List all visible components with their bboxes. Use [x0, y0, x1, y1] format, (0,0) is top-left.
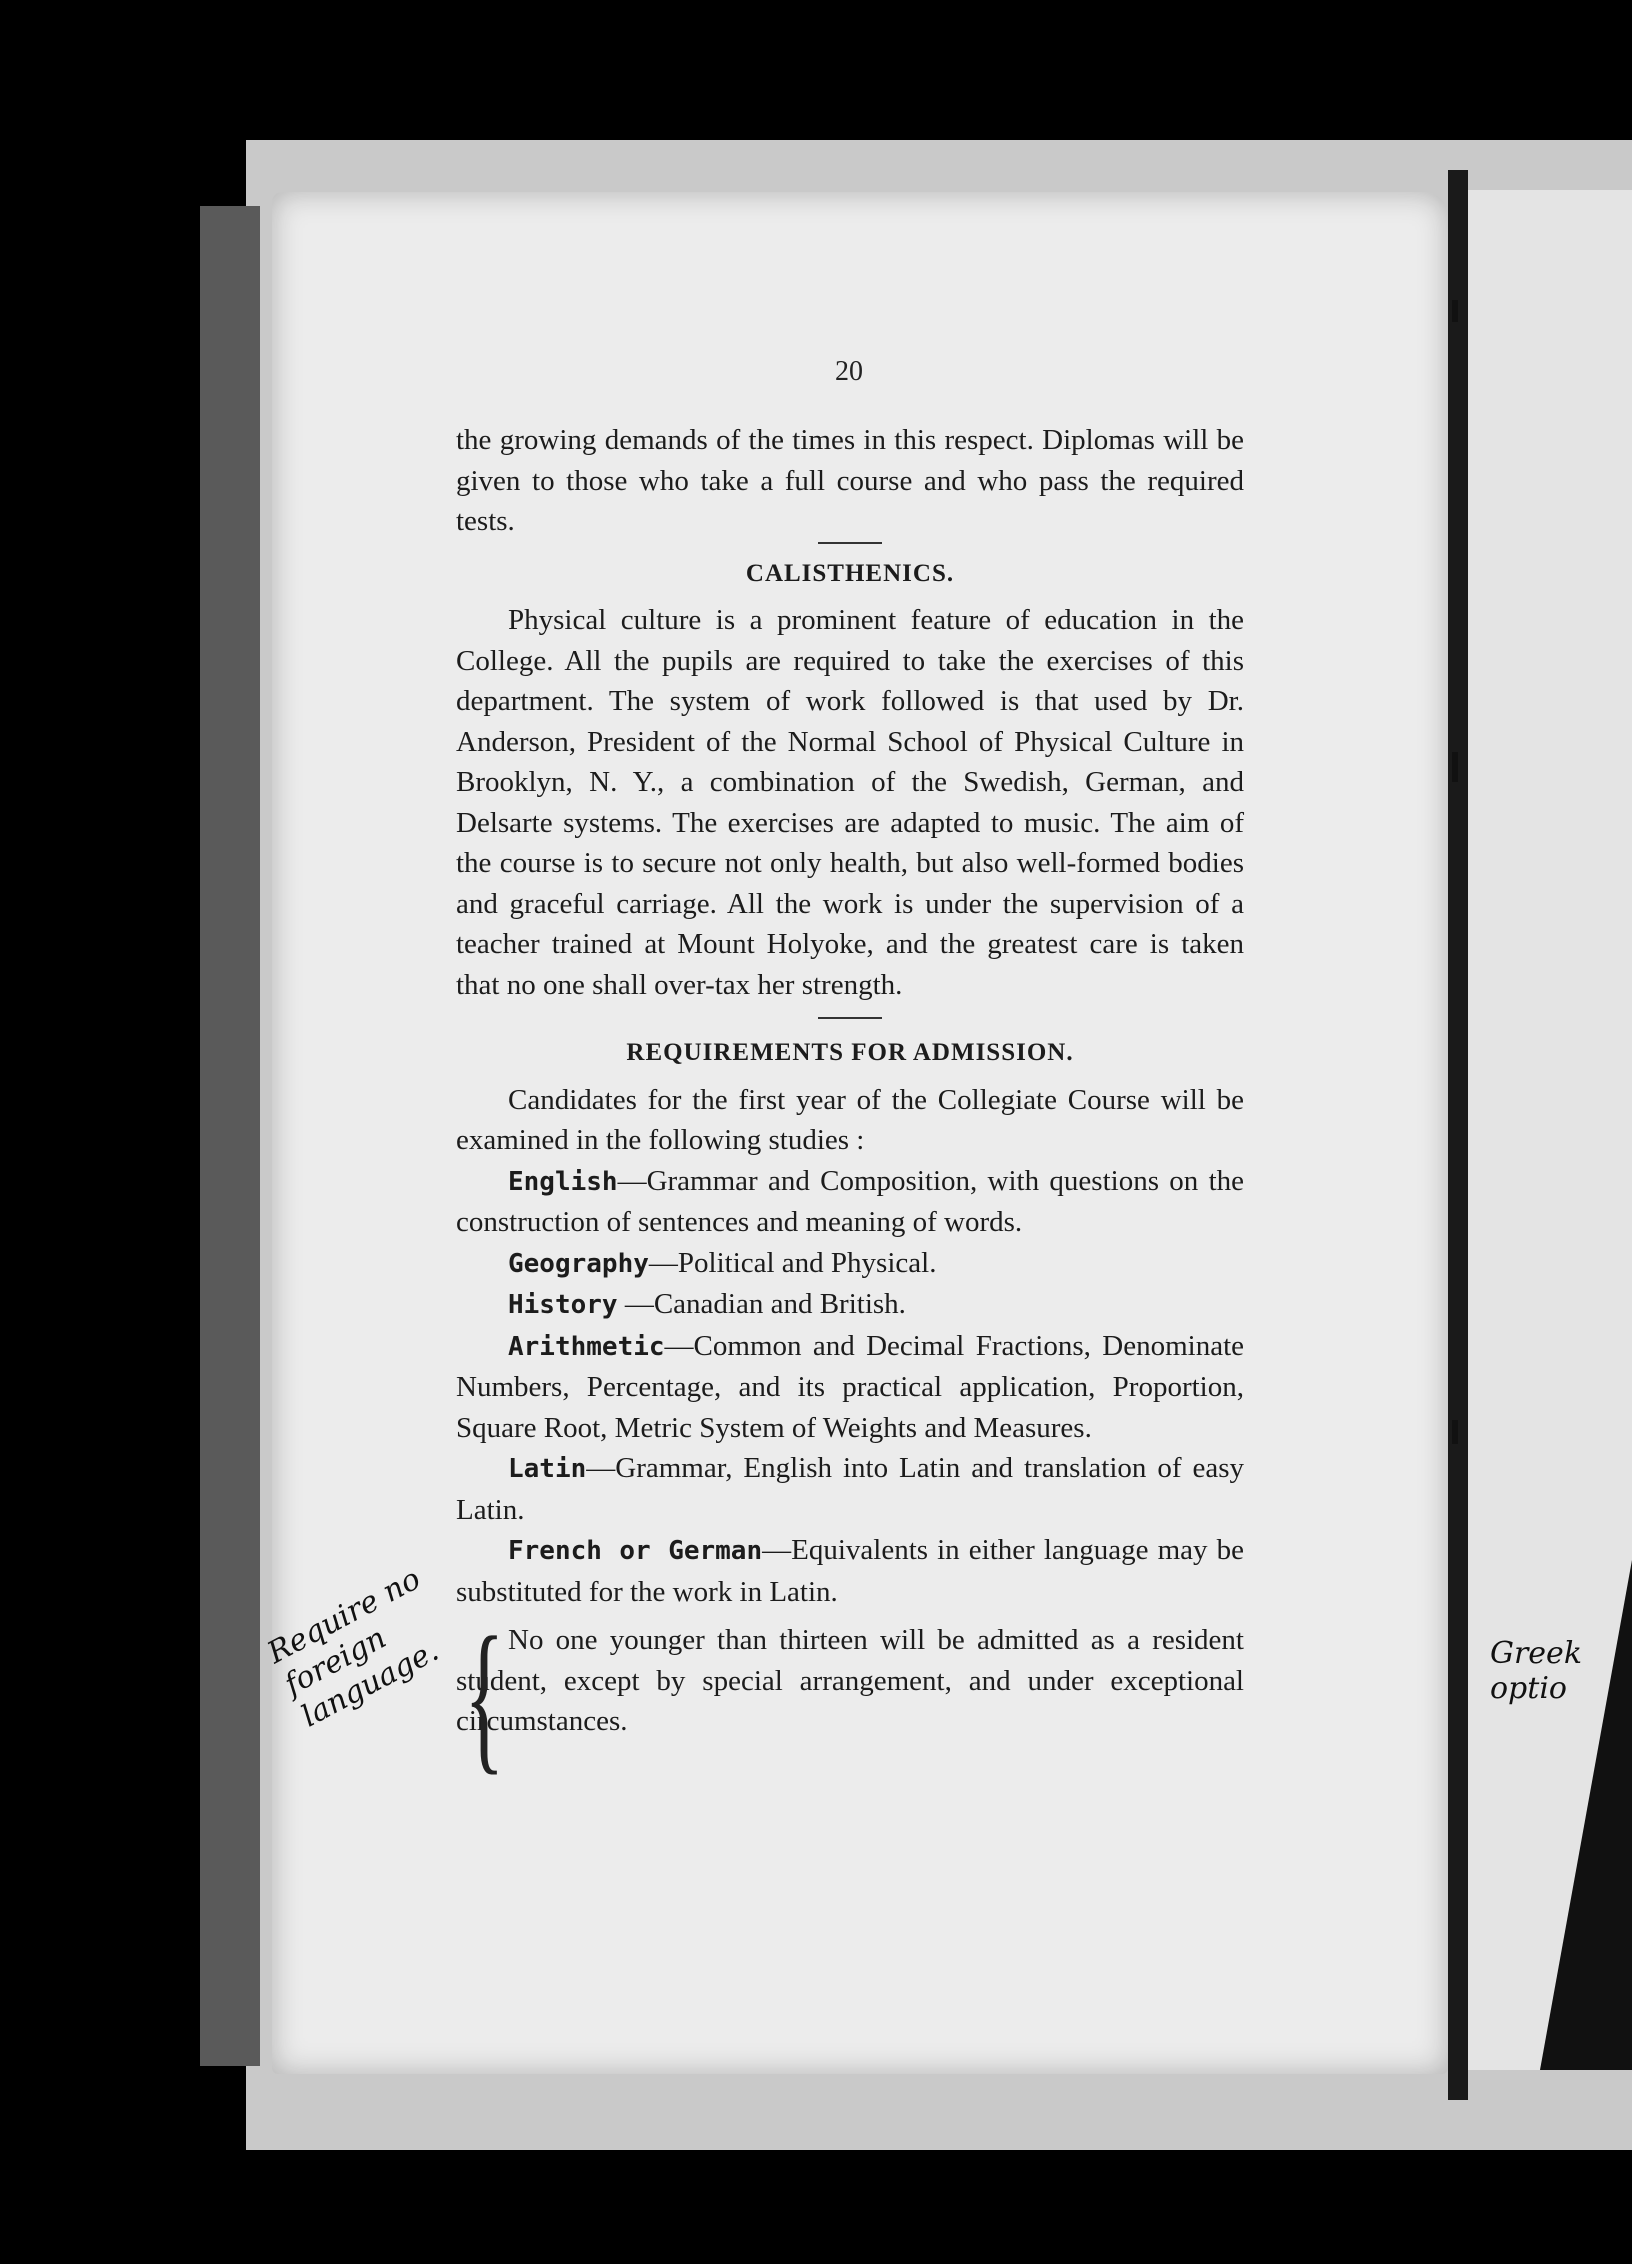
subject-term: Arithmetic	[508, 1331, 665, 1362]
section-divider	[818, 542, 882, 544]
binding-mark	[1452, 752, 1458, 782]
binding-mark	[1452, 1420, 1458, 1444]
subject-history	[456, 1284, 1244, 1326]
subject-text: —Common and Decimal Fractions, Denominate Numbers, Percentage, and its practical application, Proportion, Square Root, Metric System of Weights and Measures.	[456, 1329, 1244, 1444]
subject-term: French or German	[508, 1536, 763, 1566]
calisthenics-heading: CALISTHENICS.	[745, 559, 955, 587]
subject-term: English	[508, 1166, 618, 1197]
subject-term: History	[508, 1290, 618, 1320]
page-edges	[200, 206, 260, 2066]
subject-geography	[456, 1243, 1244, 1285]
page-number: 20	[835, 356, 863, 387]
subject-arithmetic	[456, 1326, 1244, 1449]
handwritten-brace: {	[464, 1603, 505, 1789]
closing-paragraph: No one younger than thirteen will be admitted as a resident student, except by special arrangement, and under exceptional circumstances.	[456, 1624, 1244, 1737]
admission-intro: Candidates for the first year of the Collegiate Course will be examined in the following studies :	[456, 1083, 1244, 1156]
subject-english	[456, 1161, 1244, 1243]
subject-term: Latin	[508, 1454, 587, 1484]
handwritten-note-left: Require no foreign language.	[262, 1561, 445, 1735]
subject-latin	[456, 1448, 1244, 1530]
subject-text: —Canadian and British.	[617, 1288, 906, 1320]
page-text	[456, 420, 1244, 1742]
intro-paragraph: the growing demands of the times in this respect. Diplomas will be given to those who take a full course and who pass the required tests.	[456, 424, 1244, 537]
book-gutter	[1448, 170, 1468, 2100]
subject-text: —Grammar and Composition, with questions on the construction of sentences and meaning of words.	[456, 1164, 1244, 1238]
admission-heading: REQUIREMENTS FOR ADMISSION.	[626, 1039, 1074, 1066]
subject-text: —Political and Physical.	[648, 1246, 937, 1279]
subject-text: —Equivalents in either language may be substituted for the work in Latin.	[456, 1534, 1244, 1608]
binding-mark	[1452, 300, 1458, 322]
subject-french-german	[456, 1530, 1244, 1612]
handwritten-note-right: Greek optio	[1490, 1636, 1582, 1706]
section-divider	[818, 1017, 882, 1019]
subject-text: —Grammar, English into Latin and translation of easy Latin.	[456, 1452, 1244, 1526]
subject-term: Geography	[508, 1248, 649, 1279]
calisthenics-paragraph: Physical culture is a prominent feature of education in the College. All the pupils are required to take the exercises of this department. The system of work followed is that used by Dr. Anderson, President of the Normal School of Physical Culture in Brooklyn, N. Y., a combination of the Swedish, German, and Delsarte systems. The exercises are adapted to music. The aim of the course is to secure not only health, but also well-formed bodies and graceful carriage. All the work is under the supervision of a teacher trained at Mount Holyoke, and the greatest care is taken that no one shall over-tax her strength.	[456, 604, 1244, 1001]
